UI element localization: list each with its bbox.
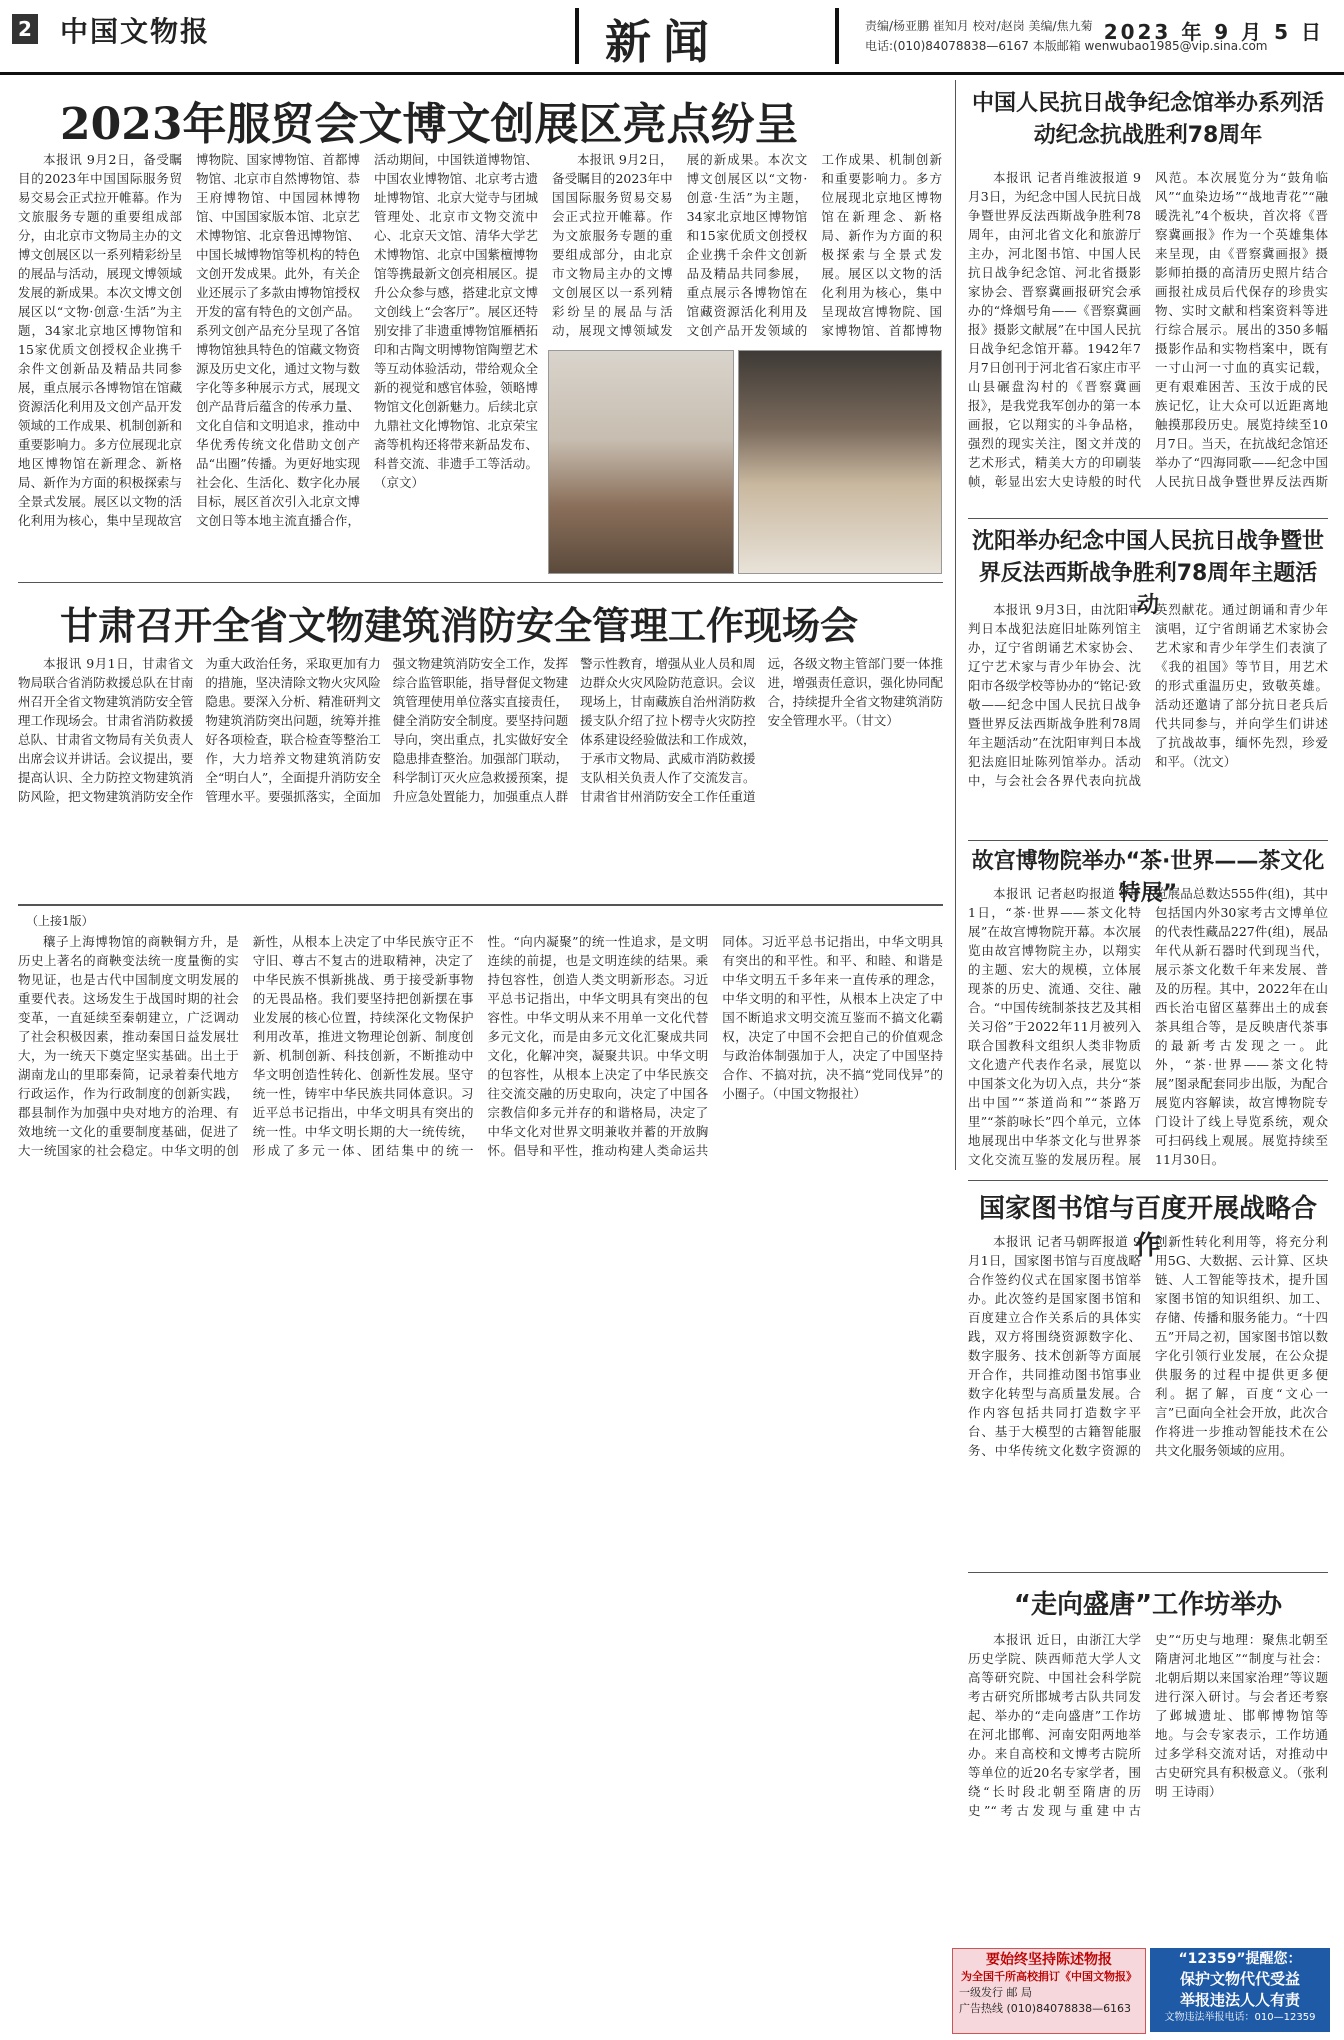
section-divider-right [835,8,839,64]
article-body-memorial: 本报讯 记者肖维波报道 9月3日，为纪念中国人民抗日战争暨世界反法西斯战争胜利78周年，由河北省文化和旅游厅主办，河北图书馆、中国人民抗日战争纪念馆、河北省摄影家协会、晋察冀画报研究会承办的“烽烟号角——《晋察冀画报》摄影文献展”在中国人民抗日战争纪念馆开幕。1942年7月7日创刊于河北省石家庄市平山县碾盘沟村的《晋察冀画报》，是我党我军创办的第一本画报，它以翔实的斗争品格，强烈的现实关注，图文并茂的艺术形式，精美大方的印刷装帧，彰显出宏大史诗般的时代风范。本次展览分为“鼓角临风”“血染边场”“战地青花”“融暖洗礼”4个板块，首次将《晋察冀画报》作为一个英雄集体来呈现，由《晋察冀画报》摄影师拍摄的高清历史照片结合画报社成员后代保存的珍贵实物、实时文献和档案资料等进行综合展示。展出的350多幅摄影作品和实物档案中，既有一寸山河一寸血的真实记载，更有艰难困苦、玉汝于成的民族记忆，让大众可以近距离地触摸那段历史。展览持续至10月7日。当天，在抗战纪念馆还举办了“四海同歌——纪念中国人民抗日战争暨世界反法西斯 [968,170,1328,489]
article-body-fair-cont: 本报讯 9月2日，备受瞩目的2023年中国国际服务贸易交易会正式拉开帷幕。作为文旅服务专题的重要组成部分，由北京市文物局主办的文博文创展区以一系列精彩纷呈的展品与活动，展现文博领域发展的新成果。本次文博文创展区以“文物·创意·生活”为主题，34家北京地区博物馆和15家优质文创授权企业携千余件文创新品及精品共同参展，重点展示各博物馆在馆藏资源活化利用及文创产品开发领域的工作成果、机制创新和重要影响力。多方位展现北京地区博物馆在新理念、新格局、新作为方面的积极探索与全景式发展。展区以文物的活化利用为核心，集中呈现故宫博物院、国家博物馆、首都博物 [552,152,942,338]
masthead [0,0,1344,75]
article-title-workshop: “走向盛唐”工作坊举办 [1013,1590,1283,1620]
editors: 责编/杨亚鹏 崔知月 校对/赵岗 美编/焦九菊 [865,19,1093,33]
article-body-fair: 本报讯 9月2日，备受瞩目的2023年中国国际服务贸易交易会正式拉开帷幕。作为文旅服务专题的重要组成部分，由北京市文物局主办的文博文创展区以一系列精彩纷呈的展品与活动，展现文博领域发展的新成果。本次文博文创展区以“文物·创意·生活”为主题，34家北京地区博物馆和15家优质文创授权企业携千余件文创新品及精品共同参展，重点展示各博物馆在馆藏资源活化利用及文创产品开发领域的工作成果、机制创新和重要影响力。多方位展现北京地区博物馆在新理念、新格局、新作为方面的积极探索与全景式发展。展区以文物的活化利用为核心，集中呈现故宫博物院、国家博物馆、首都博物馆、北京市自然博物馆、恭王府博物馆、中国园林博物馆、中国国家版本馆、北京艺术博物馆、北京鲁迅博物馆、中国长城博物馆等机构的特色文创开发成果。此外，有关企业还展示了多款由博物馆授权开发的富有特色的文创产品。系列文创产品充分呈现了各馆博物馆独具特色的馆藏文物资源及历史文化，通过文物与数字化等多种展示方式，展现文创产品背后蕴含的传承力量、文化自信和文明追求，推动中华优秀传统文化借助文创产品“出圈”传播。为更好地实现社会化、生活化、数字化办展目标，展区首次引入北京文博文创日等本地主流直播合作，活动期间，中国铁道博物馆、中国农业博物馆、北京考古遗址博物馆、北京大觉寺与团城管理处、北京市文物交流中心、北京天文馆、清华大学艺术博物馆、北京中国紫檀博物馆等携最新文创亮相展区。提升公众参与感，搭建北京文博文创线上“会客厅”。展区还特别安排了非遗重博物馆雁栖拓印和古陶文明博物馆陶塑艺术等互动体验活动，带给观众全新的视觉和感官体验，领略博物馆文化创新魅力。后续北京九鼎社文化博物馆、北京荣宝斋等机构还将带来新品发布、科普交流、非遗手工等活动。（京文） [18,152,538,528]
article-body-library: 本报讯 记者马朝晖报道 9月1日，国家图书馆与百度战略合作签约仪式在国家图书馆举办。此次签约是国家图书馆和百度建立合作关系后的具体实践，双方将围绕资源数字化、数字服务、技术创新等方面展开合作，共同推动图书馆事业数字化转型与高质量发展。合作内容包括共同打造数字平台、基于大模型的古籍智能服务、中华传统文化数字资源的创新性转化利用等，将充分利用5G、大数据、云计算、区块链、人工智能等技术，提升国家图书馆的知识组织、加工、存储、传播和服务能力。“十四五”开局之初，国家图书馆以数字化引领行业发展，在公众提供服务的过程中提供更多便利。据了解，百度“文心一言”已面向全社会开放，此次合作将进一步推动智能技术在公共文化服务领域的应用。 [968,1234,1328,1458]
article-title-fair: 2023年服贸会文博文创展区亮点纷呈 [60,99,799,150]
page-number: 2 [12,14,38,44]
ad-report-phone: 文物违法举报电话：010—12359 [1164,2012,1316,2023]
section-rule-lower [18,904,943,906]
article-body-shenyang: 本报讯 9月3日，由沈阳审判日本战犯法庭旧址陈列馆主办，辽宁省朗诵艺术家协会、辽宁艺术家与青少年协会、沈阳市各级学校等协办的“铭记·致敬——纪念中国人民抗日战争暨世界反法西斯战争胜利78周年主题活动”在沈阳审判日本战犯法庭旧址陈列馆举办。活动中，与会社会各界代表向抗战英烈献花。通过朗诵和青少年演唱，辽宁省朗诵艺术家协会艺术家和青少年学生们表演了《我的祖国》等节目，用艺术的形式重温历史，致敬英雄。活动还邀请了部分抗日老兵后代共同参与，并向学生们讲述了抗战故事，缅怀先烈，珍爱和平。（沈文） [968,602,1328,788]
contact: 电话:(010)84078838—6167 本版邮箱 wenwubao1985@vip.sina.com [865,39,1268,53]
article-title-gansu: 甘肃召开全省文物建筑消防安全管理工作现场会 [60,603,859,648]
section-rule-right [968,518,1328,519]
article-title-palace: 故宫博物院举办“茶·世界——茶文化特展” [971,849,1325,906]
article-body-palace: 本报讯 记者赵昀报道 9月1日，“茶·世界——茶文化特展”在故宫博物院开幕。本次展览由故宫博物院主办，以翔实的主题、宏大的规模，立体展现茶的历史、流通、交往、融合。“中国传统制茶技艺及其相关习俗”于2022年11月被列入联合国教科文组织人类非物质文化遗产代表作名录，展览以中国茶文化为切入点，共分“茶出中国”“茶道尚和”“茶路万里”“茶韵咏长”四个单元，立体地展现出中华茶文化与世界茶文化交流互鉴的发展历程。展览展品总数达555件(组)，其中包括国内外30家考古文博单位的代表性藏品227件(组)，展品年代从新石器时代到现当代，展示茶文化数千年来发展、普及的历程。其中，2022年在山西长治屯留区墓葬出土的成套茶具组合等，是反映唐代茶事的最新考古发现之一。此外，“茶·世界——茶文化特展”图录配套同步出版，为配合展览内容解读，故宫博物院专门设计了线上导览系统，观众可扫码线上观展。展览持续至11月30日。 [968,886,1328,1167]
ad-subscribe-line: 一级发行 邮 局 [959,1986,1032,1999]
photo-visitors-icon [548,350,734,574]
ad-subscribe-subtitle: 为全国千所高校捐订《中国文物报》 [961,1970,1137,1983]
continued-label: （上接1版） [26,914,94,928]
article-title-memorial: 中国人民抗日战争纪念馆举办系列活动纪念抗战胜利78周年 [971,91,1324,148]
ad-report-line3: 举报违法人人有责 [1179,1991,1300,2009]
section-title: 新闻 [605,15,721,69]
article-title-shenyang: 沈阳举办纪念中国人民抗日战争暨世界反法西斯战争胜利78周年主题活动 [971,529,1324,618]
section-rule-right-4 [968,1572,1328,1573]
ad-subscribe [952,1948,1146,2034]
ad-report [1150,1948,1330,2032]
section-divider-left [575,8,579,64]
article-body-gansu: 本报讯 9月1日，甘肃省文物局联合省消防救援总队在甘南州召开全省文物建筑消防安全管理工作现场会。甘肃省消防救援总队、甘肃省文物局有关负责人出席会议并讲话。会议提出，要提高认识、全力防控文物建筑消防风险，把文物建筑消防安全作为重大政治任务，采取更加有力的措施，坚决清除文物火灾风险隐患。要深入分析、精准研判文物建筑消防突出问题，统筹并推好各项检查，联合检查等整治工作，大力培养文物建筑消防安全“明白人”，全面提升消防安全管理水平。要强抓落实，全面加强文物建筑消防安全工作，发挥综合监管职能，指导督促文物建筑管理使用单位落实直接责任，健全消防安全制度。要坚持问题导向，突出重点，扎实做好安全隐患排查整治。加强部门联动，科学制订灭火应急救援预案，提升应急处置能力，加强重点人群警示性教育，增强从业人员和周边群众火灾风险防范意识。会议现场上，甘南藏族自治州消防救援支队介绍了拉卜楞寺火灾防控体系建设经验做法和工作成效，于承市文物局、武威市消防救援支队相关负责人作了交流发言。甘肃省甘州消防安全工作任重道远，各级文物主管部门要一体推进，增强责任意识，强化协同配合，持续提升全省文物建筑消防安全管理水平。（甘文） [18,656,943,804]
section-rule-right-2 [968,840,1328,841]
article-title-library: 国家图书馆与百度开展战略合作 [978,1194,1317,1261]
issue-date: 2023 年 9 月 5 日 [1103,20,1324,44]
ad-subscribe-title: 要始终坚持陈述物报 [986,1952,1112,1968]
article-body-feature: 穰子上海博物馆的商鞅铜方升，是历史上著名的商鞅变法统一度量衡的实物见证，也是古代中国制度文明发展的重要代表。这场发生于战国时期的社会变革，一直延续至秦朝建立，广泛调动了社会积极因素，推动秦国日益发展壮大，为一统天下奠定坚实基础。出土于湖南龙山的里耶秦简，记录着秦代地方行政运作，作为行政制度的创新实践，郡县制作为加强中央对地方的治理、有效地统一文化的重要制度基础，促进了大一统国家的社会稳定。中华文明的创新性，从根本上决定了中华民族守正不守旧、尊古不复古的进取精神，决定了中华民族不惧新挑战、勇于接受新事物的无畏品格。我们要坚持把创新摆在事业发展的核心位置，持续深化文物保护利用改革，推进文物理论创新、制度创新、机制创新、科技创新，不断推动中华文明创造性转化、创新性发展。坚守统一性，铸牢中华民族共同体意识。习近平总书记指出，中华文明具有突出的统一性。中华文明长期的大一统传统，形成了多元一体、团结集中的统一性。“向内凝聚”的统一性追求，是文明连续的前提，也是文明连续的结果。乘持包容性，创造人类文明新形态。习近平总书记指出，中华文明具有突出的包容性。中华文明从来不用单一文化代替多元文化，而是由多元文化汇聚成共同文化，化解冲突，凝聚共识。中华文明的包容性，从根本上决定了中华民族交往交流交融的历史取向，决定了中国各宗教信仰多元并存的和谐格局，决定了中华文化对世界文明兼收并蓄的开放胸怀。倡导和平性，推动构建人类命运共同体。习近平总书记指出，中华文明具有突出的和平性。和平、和睦、和谐是中华文明五千多年来一直传承的理念，中华文明的和平性，从根本上决定了中国不断追求文明交流互鉴而不搞文化霸权，决定了中国不会把自己的价值观念与政治体制强加于人，决定了中国坚持合作、不搞对抗，决不搞“党同伐异”的小圈子。（中国文物报社） [18,934,943,1158]
ad-report-line1: “12359”提醒您： [1178,1951,1302,1967]
ad-report-line2: 保护文物代代受益 [1179,1970,1300,1988]
section-rule [18,582,943,583]
photo-exhibit-icon [738,350,942,574]
article-body-workshop: 本报讯 近日，由浙江大学历史学院、陕西师范大学人文高等研究院、中国社会科学院考古研究所邯城考古队共同发起、举办的“走向盛唐”工作坊在河北邯郸、河南安阳两地举办。来自高校和文博考古院所等单位的近20名专家学者，围绕“长时段北朝至隋唐的历史”“考古发现与重建中古史”“历史与地理：聚焦北朝至隋唐河北地区”“制度与社会：北朝后期以来国家治理”等议题进行深入研讨。与会者还考察了邺城遗址、邯郸博物馆等地。与会专家表示，工作坊通过多学科交流对话，对推动中古史研究具有积极意义。（张利明 王诗雨） [968,1632,1328,1818]
ad-subscribe-line: 广告热线 (010)84078838—6163 [959,2002,1132,2015]
section-rule-right-3 [968,1180,1328,1181]
newspaper-logo: 中国文物报 [60,15,211,48]
column-rule [955,80,956,1170]
